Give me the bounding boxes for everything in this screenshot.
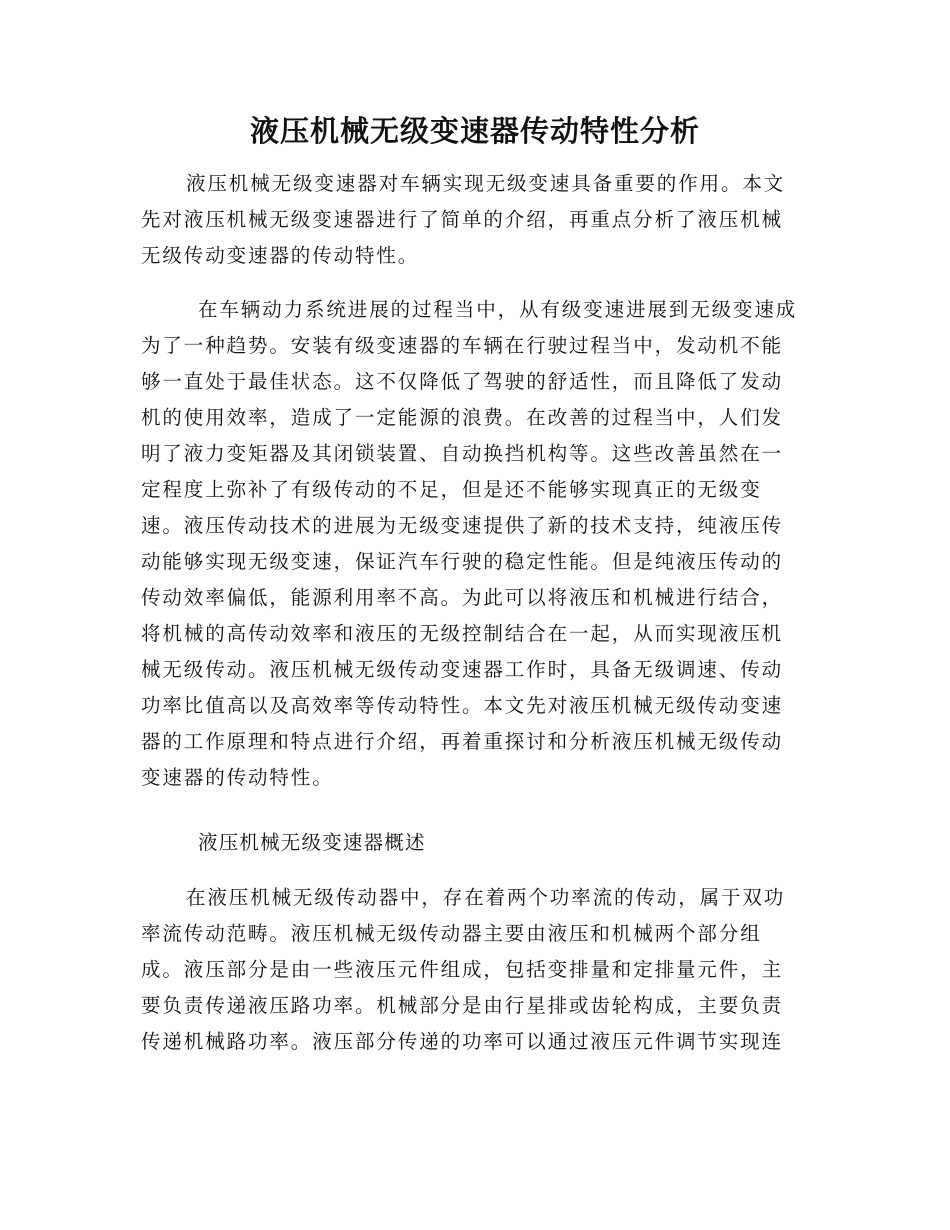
intro-line: 动能够实现无级变速，保证汽车行驶的稳定性能。但是纯液压传动的 — [141, 550, 784, 573]
document-title: 液压机械无级变速器传动特性分析 — [249, 114, 700, 148]
intro-line: 明了液力变矩器及其闭锁装置、自动换挡机构等。这些改善虽然在一 — [141, 442, 784, 465]
section-line: 传递机械路功率。液压部分传递的功率可以通过液压元件调节实现连 — [141, 1030, 784, 1053]
intro-line: 传动效率偏低，能源利用率不高。为此可以将液压和机械进行结合， — [141, 586, 784, 609]
abstract-line: 先对液压机械无级变速器进行了简单的介绍，再重点分析了液压机械 — [141, 208, 784, 231]
section-line: 成。液压部分是由一些液压元件组成，包括变排量和定排量元件，主 — [141, 958, 784, 981]
section-line: 要负责传递液压路功率。机械部分是由行星排或齿轮构成，主要负责 — [141, 994, 784, 1017]
intro-line: 定程度上弥补了有级传动的不足，但是还不能够实现真正的无级变 — [141, 478, 762, 501]
intro-line: 在车辆动力系统进展的过程当中，从有级变速进展到无级变速成 — [198, 298, 798, 321]
section-line: 在液压机械无级传动器中，存在着两个功率流的传动，属于双功 — [186, 886, 786, 909]
intro-line: 械无级传动。液压机械无级传动变速器工作时，具备无级调速、传动 — [141, 658, 784, 681]
intro-line: 速。液压传动技术的进展为无级变速提供了新的技术支持，纯液压传 — [141, 514, 784, 537]
intro-line: 功率比值高以及高效率等传动特性。本文先对液压机械无级传动变速 — [141, 694, 784, 717]
intro-line: 将机械的高传动效率和液压的无级控制结合在一起，从而实现液压机 — [141, 622, 784, 645]
intro-line: 为了一种趋势。安装有级变速器的车辆在行驶过程当中，发动机不能 — [141, 334, 784, 357]
abstract-line: 液压机械无级变速器对车辆实现无级变速具备重要的作用。本文 — [186, 172, 786, 195]
abstract-line: 无级传动变速器的传动特性。 — [141, 244, 420, 267]
section-line: 率流传动范畴。液压机械无级传动器主要由液压和机械两个部分组 — [141, 922, 762, 945]
intro-line: 器的工作原理和特点进行介绍，再着重探讨和分析液压机械无级传动 — [141, 730, 784, 753]
intro-line: 变速器的传动特性。 — [141, 766, 334, 789]
intro-line: 机的使用效率，造成了一定能源的浪费。在改善的过程当中，人们发 — [141, 406, 784, 429]
intro-line: 够一直处于最佳状态。这不仅降低了驾驶的舒适性，而且降低了发动 — [141, 370, 784, 393]
section-heading: 液压机械无级变速器概述 — [198, 831, 426, 854]
